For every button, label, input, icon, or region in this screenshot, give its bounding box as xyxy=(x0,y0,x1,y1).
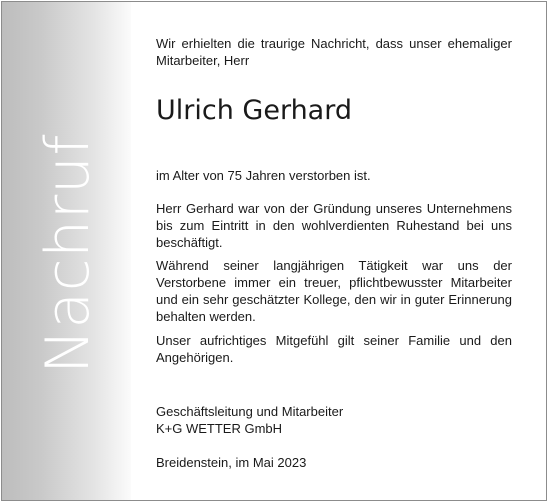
paragraph-employment: Herr Gerhard war von der Gründung unseres Unternehmens bis zum Eintritt in den wohlverdienten Ruhestand bei uns beschäftigt. xyxy=(156,201,512,250)
side-band xyxy=(2,2,131,500)
deceased-name: Ulrich Gerhard xyxy=(156,95,352,126)
signature-line-1: Geschäftsleitung und Mitarbeiter xyxy=(156,404,344,419)
obituary-notice xyxy=(1,1,547,501)
intro-text: Wir erhielten die traurige Nachricht, dass unser ehemaliger Mitarbeiter, Herr xyxy=(156,36,512,68)
paragraph-tribute: Während seiner langjährigen Tätigkeit war uns der Verstorbene immer ein treuer, pflichtbewusster Mitarbeiter und ein sehr geschätzter Kollege, den wir in guter Erinnerung behalten werden. xyxy=(156,258,512,324)
age-line: im Alter von 75 Jahren verstorben ist. xyxy=(156,168,371,183)
paragraph-condolence: Unser aufrichtiges Mitgefühl gilt seiner Familie und den Angehörigen. xyxy=(156,333,512,365)
place-date: Breidenstein, im Mai 2023 xyxy=(156,455,307,470)
side-label: Nachruf xyxy=(33,134,103,374)
signature-line-2: K+G WETTER GmbH xyxy=(156,421,283,436)
